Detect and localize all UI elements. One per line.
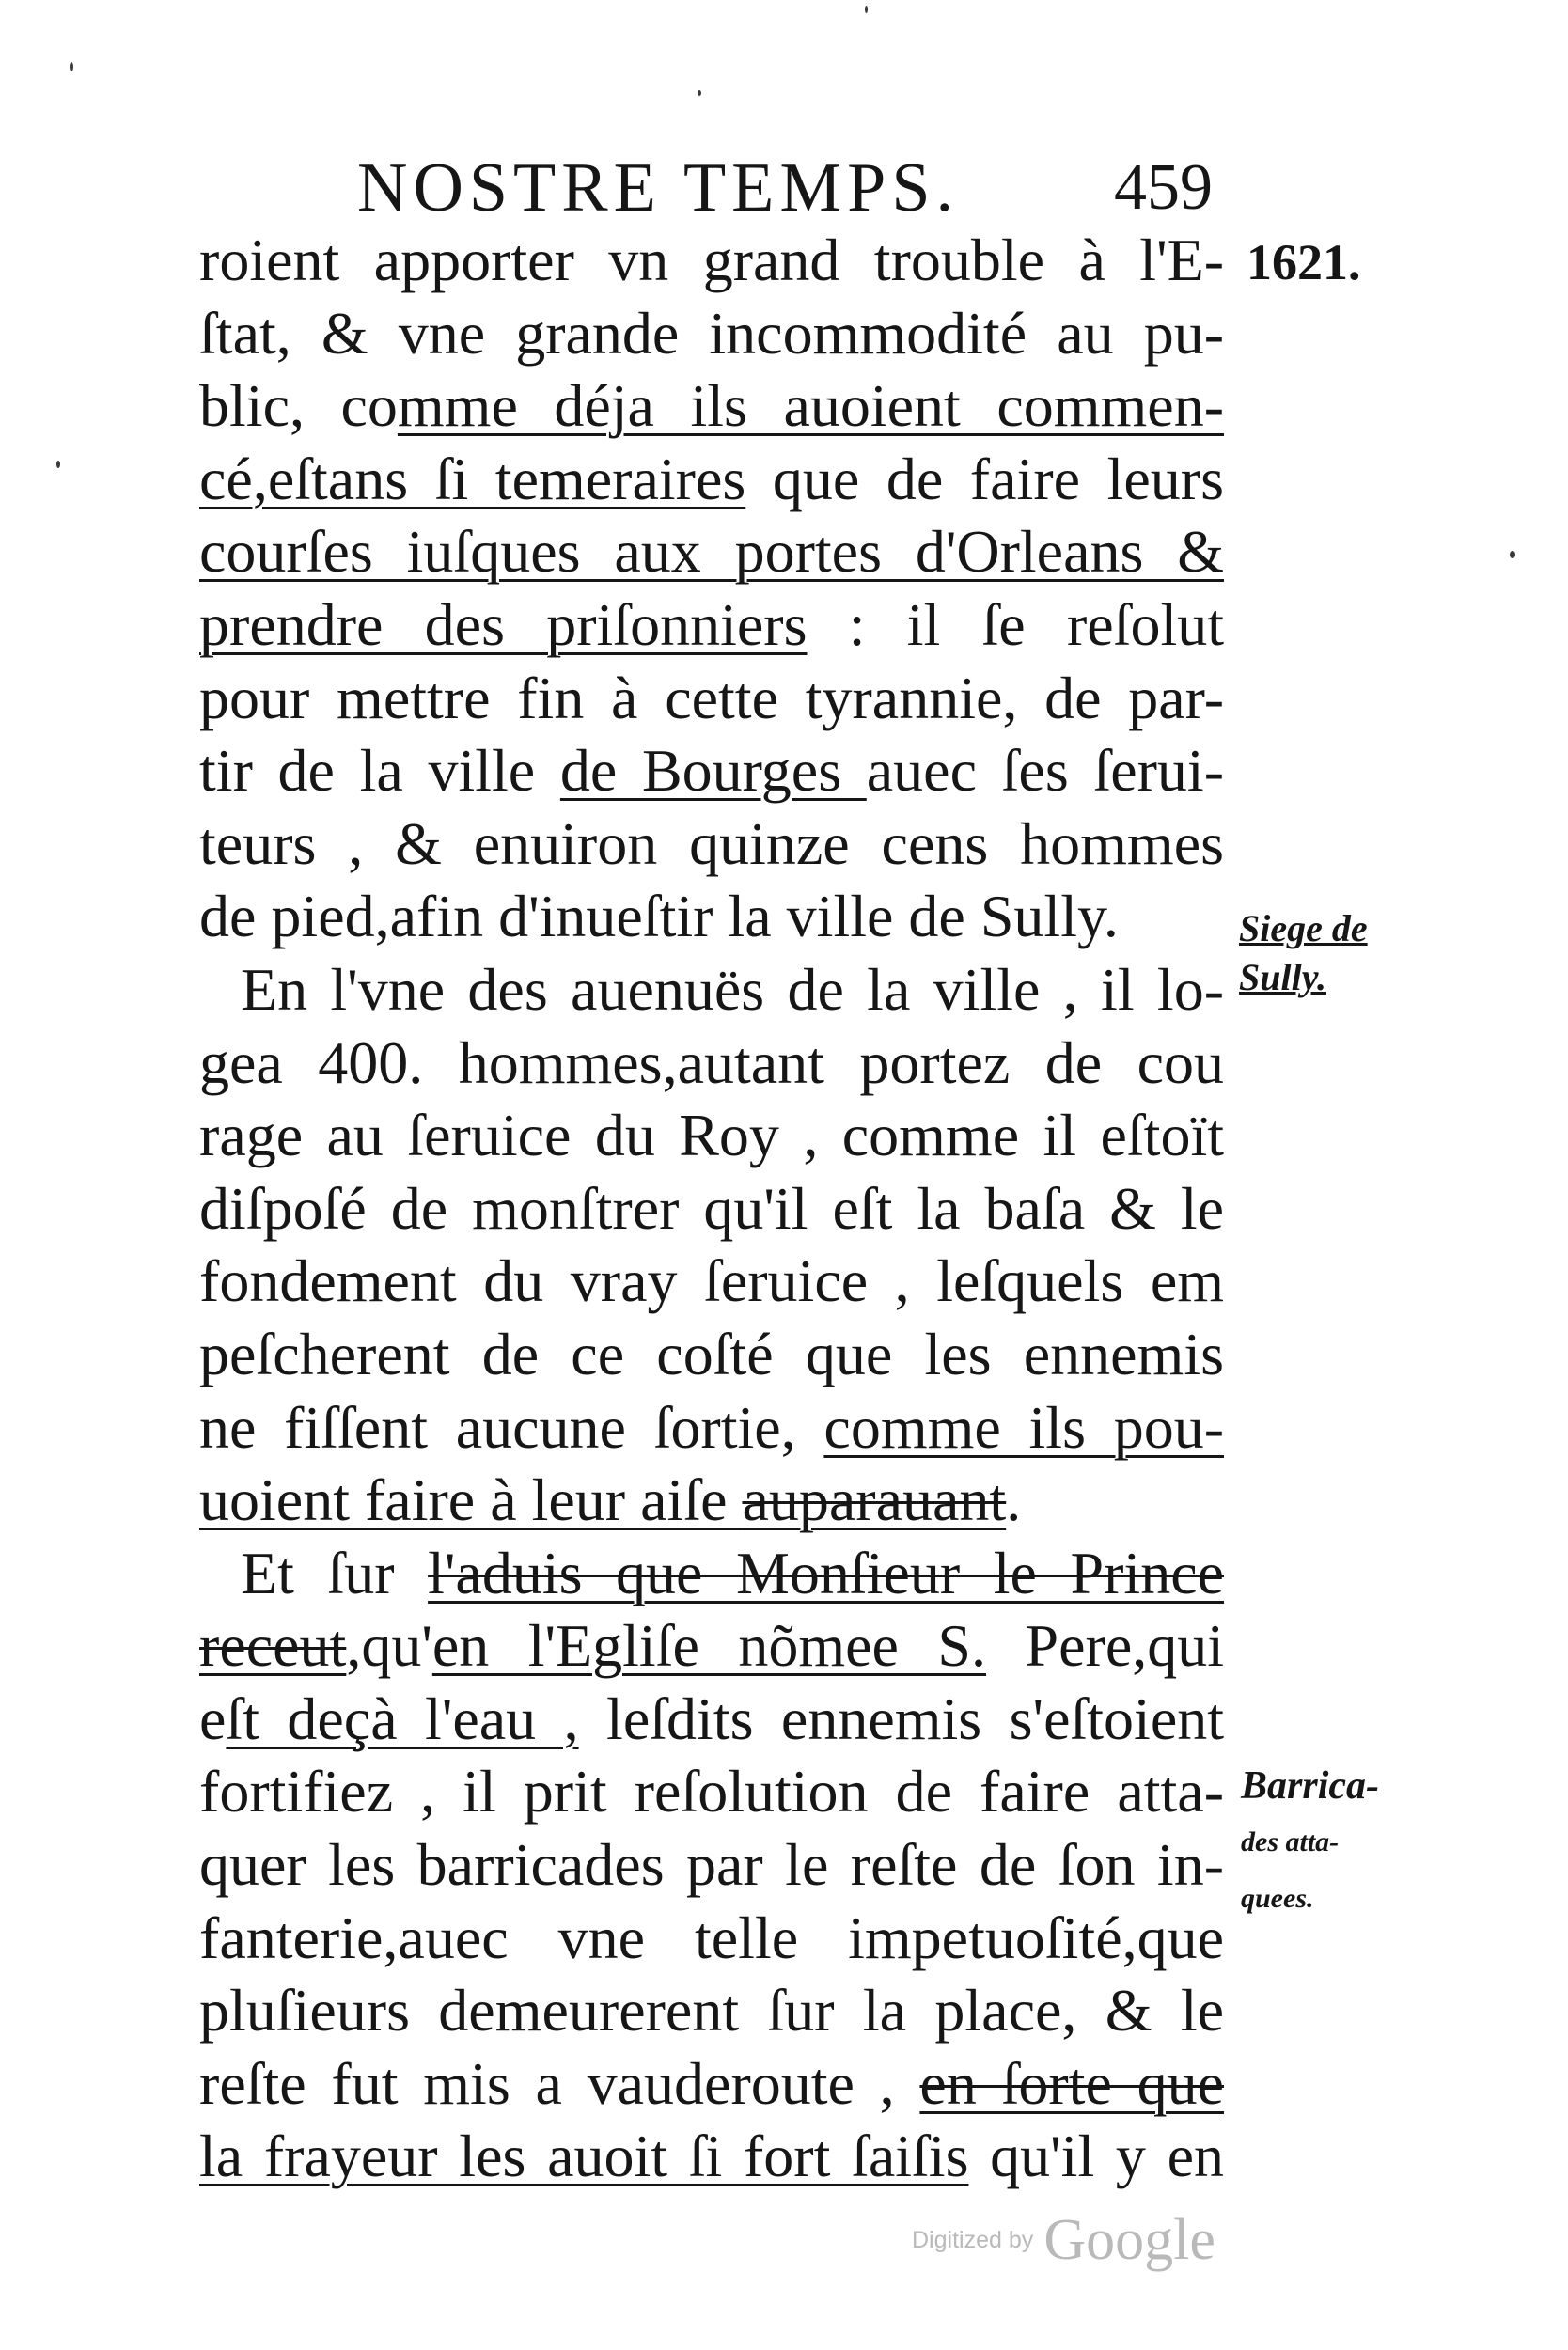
- underlined-segment: courſes iuſques aux portes d'Orleans &: [199, 518, 1224, 586]
- margin-note-siege-line1: Siege de: [1239, 907, 1368, 949]
- text-line: [199, 1609, 1224, 1683]
- text-line: [199, 662, 1224, 735]
- google-logo: Google: [1043, 2208, 1215, 2272]
- text-segment: peſcherent de ce coſté que les ennemis: [199, 1320, 1224, 1387]
- underlined-segment: ſt deçà l'eau ,: [226, 1684, 579, 1752]
- underlined-segment: cé,eſtans ſi temeraires: [199, 445, 746, 512]
- text-segment: leſdits ennemis s'eſtoient: [578, 1684, 1224, 1752]
- text-line: [199, 880, 1224, 953]
- scan-speck: [865, 6, 868, 13]
- underlined-segment: mme déja ils auoient commen-: [397, 372, 1225, 440]
- text-segment: de pied,afin d'inueſtir la ville de Sully.: [199, 883, 1119, 950]
- text-line: [199, 224, 1224, 297]
- text-line: [199, 515, 1224, 588]
- text-segment: .: [1006, 1466, 1022, 1534]
- text-segment: blic, co: [199, 372, 398, 440]
- margin-note-siege: [1239, 904, 1368, 1002]
- text-line: [199, 1755, 1224, 1828]
- text-line: [199, 1391, 1224, 1465]
- margin-note-barricades-line1: Barrica-: [1241, 1764, 1379, 1808]
- text-line: [199, 2047, 1224, 2121]
- scan-speck: [698, 90, 701, 96]
- margin-note-barricades: [1241, 1758, 1379, 1927]
- text-segment: En l'vne des auenuës de la ville , il lo-: [241, 955, 1224, 1023]
- text-line: [199, 1974, 1224, 2047]
- text-line: [199, 1099, 1224, 1172]
- scan-speck: [1510, 551, 1515, 558]
- struck-segment: en ſorte que: [919, 2049, 1224, 2117]
- text-segment: fortifiez , il prit reſolution de faire atta-: [199, 1758, 1224, 1825]
- struck-segment: l'aduis que Monſieur le Prince: [428, 1539, 1225, 1606]
- text-line: [199, 1318, 1224, 1391]
- underlined-segment: comme ils pou-: [823, 1393, 1224, 1461]
- text-line: [199, 1902, 1224, 1975]
- text-segment: diſpoſé de monſtrer qu'il eſt la baſa & le: [199, 1174, 1224, 1242]
- underlined-segment: uoient faire à leur aiſe: [199, 1466, 743, 1534]
- text-segment: ſtat, & vne grande incommodité au pu-: [199, 299, 1224, 367]
- running-title: NOSTRE TEMPS.: [357, 149, 959, 227]
- text-line: [199, 588, 1224, 662]
- underlined-segment: la frayeur les auoit ſi fort ſaiſis: [199, 2123, 969, 2190]
- text-segment: ,qu': [346, 1612, 432, 1680]
- struck-segment: receut: [199, 1612, 347, 1680]
- text-line: [199, 369, 1224, 443]
- text-line: [199, 1026, 1224, 1100]
- margin-note-barricades-line3: quees.: [1241, 1883, 1314, 1914]
- text-segment: auec ſes ſerui-: [866, 737, 1224, 805]
- text-segment: e: [199, 1684, 227, 1752]
- text-segment: reſte fut mis a vauderoute ,: [199, 2049, 920, 2117]
- text-line: [199, 1464, 1224, 1537]
- text-line: [199, 1245, 1224, 1318]
- text-line: [199, 1172, 1224, 1246]
- scan-speck: [70, 62, 73, 71]
- text-line: [199, 443, 1224, 516]
- scan-speck: [56, 461, 60, 468]
- struck-segment: auparauant: [742, 1466, 1007, 1534]
- text-line: [199, 807, 1224, 881]
- margin-note-siege-line2: Sully.: [1239, 956, 1326, 998]
- margin-note-barricades-line2: des atta-: [1241, 1826, 1340, 1857]
- text-segment: pluſieurs demeurerent ſur la place, & le: [199, 1977, 1224, 2044]
- text-segment: roient apporter vn grand trouble à l'E-: [199, 227, 1224, 293]
- text-line: [199, 953, 1224, 1026]
- text-segment: teurs , & enuiron quinze cens hommes: [199, 809, 1224, 877]
- text-segment: quer les barricades par le reſte de ſon in-: [199, 1831, 1224, 1899]
- digitized-label: Digitized by: [912, 2227, 1034, 2253]
- text-segment: tir de la ville: [199, 737, 560, 805]
- text-segment: gea 400. hommes,autant portez de cou: [199, 1028, 1224, 1096]
- text-segment: ne fiſſent aucune ſortie,: [199, 1393, 824, 1461]
- text-line: [199, 1683, 1224, 1756]
- text-segment: fondement du vray ſeruice , leſquels em: [199, 1247, 1224, 1315]
- text-segment: qu'il y en: [968, 2123, 1225, 2190]
- text-line: [199, 734, 1224, 807]
- digitized-watermark: [912, 2207, 1215, 2282]
- text-line: [199, 1537, 1224, 1610]
- text-line: [199, 297, 1224, 370]
- text-segment: fanterie,auec vne telle impetuoſité,que: [199, 1904, 1224, 1971]
- underlined-segment: de Bourges: [559, 737, 867, 805]
- page-number: 459: [1114, 151, 1213, 224]
- text-line: [199, 2120, 1224, 2193]
- running-head: [357, 141, 1241, 235]
- text-segment: pour mettre fin à cette tyrannie, de par-: [199, 664, 1224, 731]
- text-segment: : il ſe reſolut: [807, 590, 1225, 658]
- margin-year: 1621.: [1247, 234, 1361, 290]
- text-line: [199, 1828, 1224, 1902]
- text-segment: Et ſur: [241, 1539, 429, 1606]
- text-segment: que de faire leurs: [745, 445, 1225, 512]
- text-segment: rage au ſeruice du Roy , comme il eſtoït: [199, 1102, 1224, 1169]
- text-segment: Pere,qui: [986, 1612, 1225, 1680]
- underlined-segment: en l'Egliſe nõmee S.: [431, 1612, 987, 1680]
- body-text: [199, 224, 1224, 2193]
- underlined-segment: prendre des priſonniers: [199, 590, 808, 658]
